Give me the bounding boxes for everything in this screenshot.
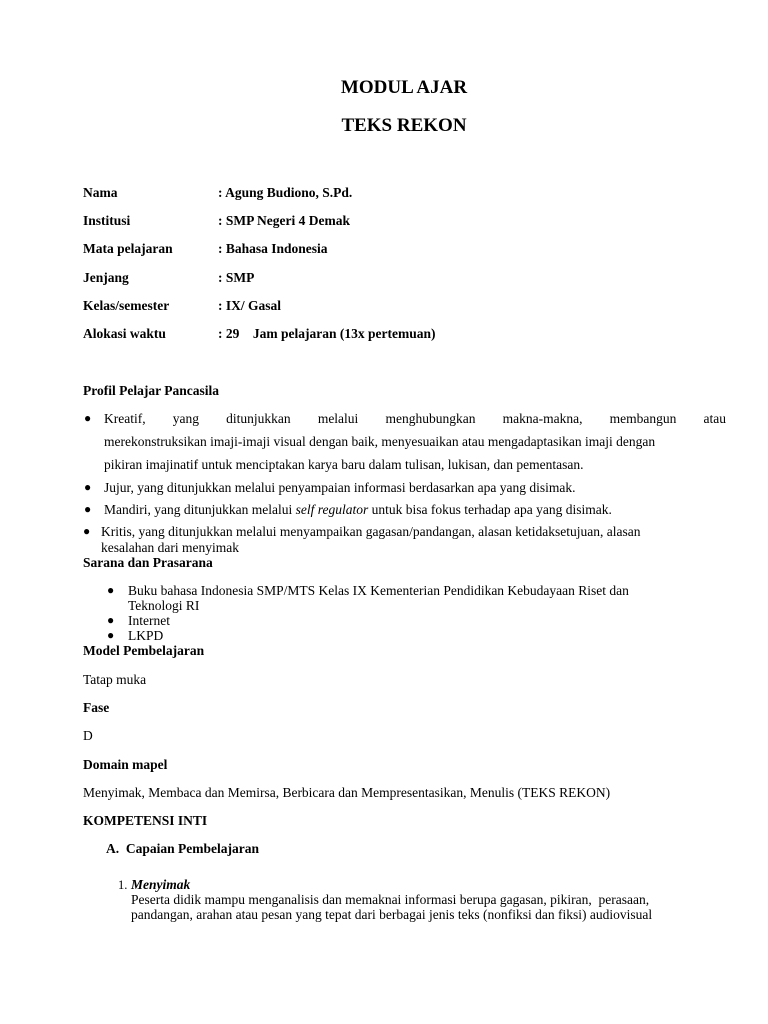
bullet-icon: ● [107, 583, 115, 597]
info-value-jenjang: : SMP [218, 270, 255, 285]
info-value-alokasi: : 29 Jam pelajaran (13x pertemuan) [218, 326, 436, 341]
bullet-icon: ● [83, 524, 91, 538]
capaian-heading: A. Capaian Pembelajaran [106, 841, 259, 856]
info-value-nama: : Agung Budiono, S.Pd. [218, 185, 353, 200]
info-value-institusi: : SMP Negeri 4 Demak [218, 213, 350, 228]
profil-kreatif-line-2: merekonstruksikan imaji-imaji visual dengan baik, menyesuaikan atau mengadaptasikan imaji dengan [104, 434, 656, 449]
model-value: Tatap muka [83, 672, 147, 687]
model-heading: Model Pembelajaran [83, 643, 205, 658]
profil-mandiri-pre: Mandiri, yang ditunjukkan melalui [104, 502, 296, 517]
info-label-kelas: Kelas/semester [83, 298, 170, 313]
kompetensi-heading: KOMPETENSI INTI [83, 813, 208, 828]
bullet-icon: ● [84, 411, 92, 425]
sarana-heading: Sarana dan Prasarana [83, 555, 213, 570]
profil-kreatif-line-1: Kreatif, yang ditunjukkan melalui menghubungkan makna-makna, membangun atau [104, 411, 726, 426]
item-1-number: 1. [118, 878, 128, 892]
info-label-institusi: Institusi [83, 213, 131, 228]
sarana-item-3: LKPD [128, 628, 164, 643]
bullet-icon: ● [107, 613, 115, 627]
profil-kritis-line-1: Kritis, yang ditunjukkan melalui menyampaikan gagasan/pandangan, alasan ketidaksetujuan, alasan [101, 524, 641, 539]
sarana-item-1-line-1: Buku bahasa Indonesia SMP/MTS Kelas IX Kementerian Pendidikan Kebudayaan Riset dan [128, 583, 629, 598]
sarana-item-1-line-2: Teknologi RI [128, 598, 200, 613]
bullet-icon: ● [107, 628, 115, 642]
info-value-kelas: : IX/ Gasal [218, 298, 282, 313]
bullet-icon: ● [84, 480, 92, 494]
domain-value: Menyimak, Membaca dan Memirsa, Berbicara dan Mempresentasikan, Menulis (TEKS REKON) [83, 785, 611, 800]
info-label-alokasi: Alokasi waktu [83, 326, 166, 341]
info-label-nama: Nama [83, 185, 118, 200]
profil-mandiri-post: untuk bisa fokus terhadap apa yang disimak. [368, 502, 612, 517]
info-value-mapel: : Bahasa Indonesia [218, 241, 328, 256]
profil-mandiri [104, 502, 726, 518]
profil-mandiri-em: self regulator [295, 502, 369, 517]
fase-value: D [83, 728, 93, 743]
fase-heading: Fase [83, 700, 110, 715]
item-1-title: Menyimak [131, 877, 191, 892]
profil-kritis-line-2: kesalahan dari menyimak [101, 540, 239, 555]
sarana-item-2: Internet [128, 613, 170, 628]
info-label-jenjang: Jenjang [83, 270, 129, 285]
domain-heading: Domain mapel [83, 757, 168, 772]
title-line-2: TEKS REKON [341, 115, 467, 136]
profil-heading: Profil Pelajar Pancasila [83, 383, 219, 398]
bullet-icon: ● [84, 502, 92, 516]
info-label-mapel: Mata pelajaran [83, 241, 173, 256]
title-line-1: MODUL AJAR [340, 77, 468, 98]
profil-jujur: Jujur, yang ditunjukkan melalui penyampaian informasi berdasarkan apa yang disimak. [104, 480, 576, 495]
profil-kreatif-line-3: pikiran imajinatif untuk menciptakan karya baru dalam tulisan, lukisan, dan pementasan. [104, 457, 584, 472]
item-1-line-1: Peserta didik mampu menganalisis dan memaknai informasi berupa gagasan, pikiran, perasaan, [131, 892, 650, 907]
item-1-line-2: pandangan, arahan atau pesan yang tepat dari berbagai jenis teks (nonfiksi dan fiksi) audiovisual [131, 907, 653, 922]
